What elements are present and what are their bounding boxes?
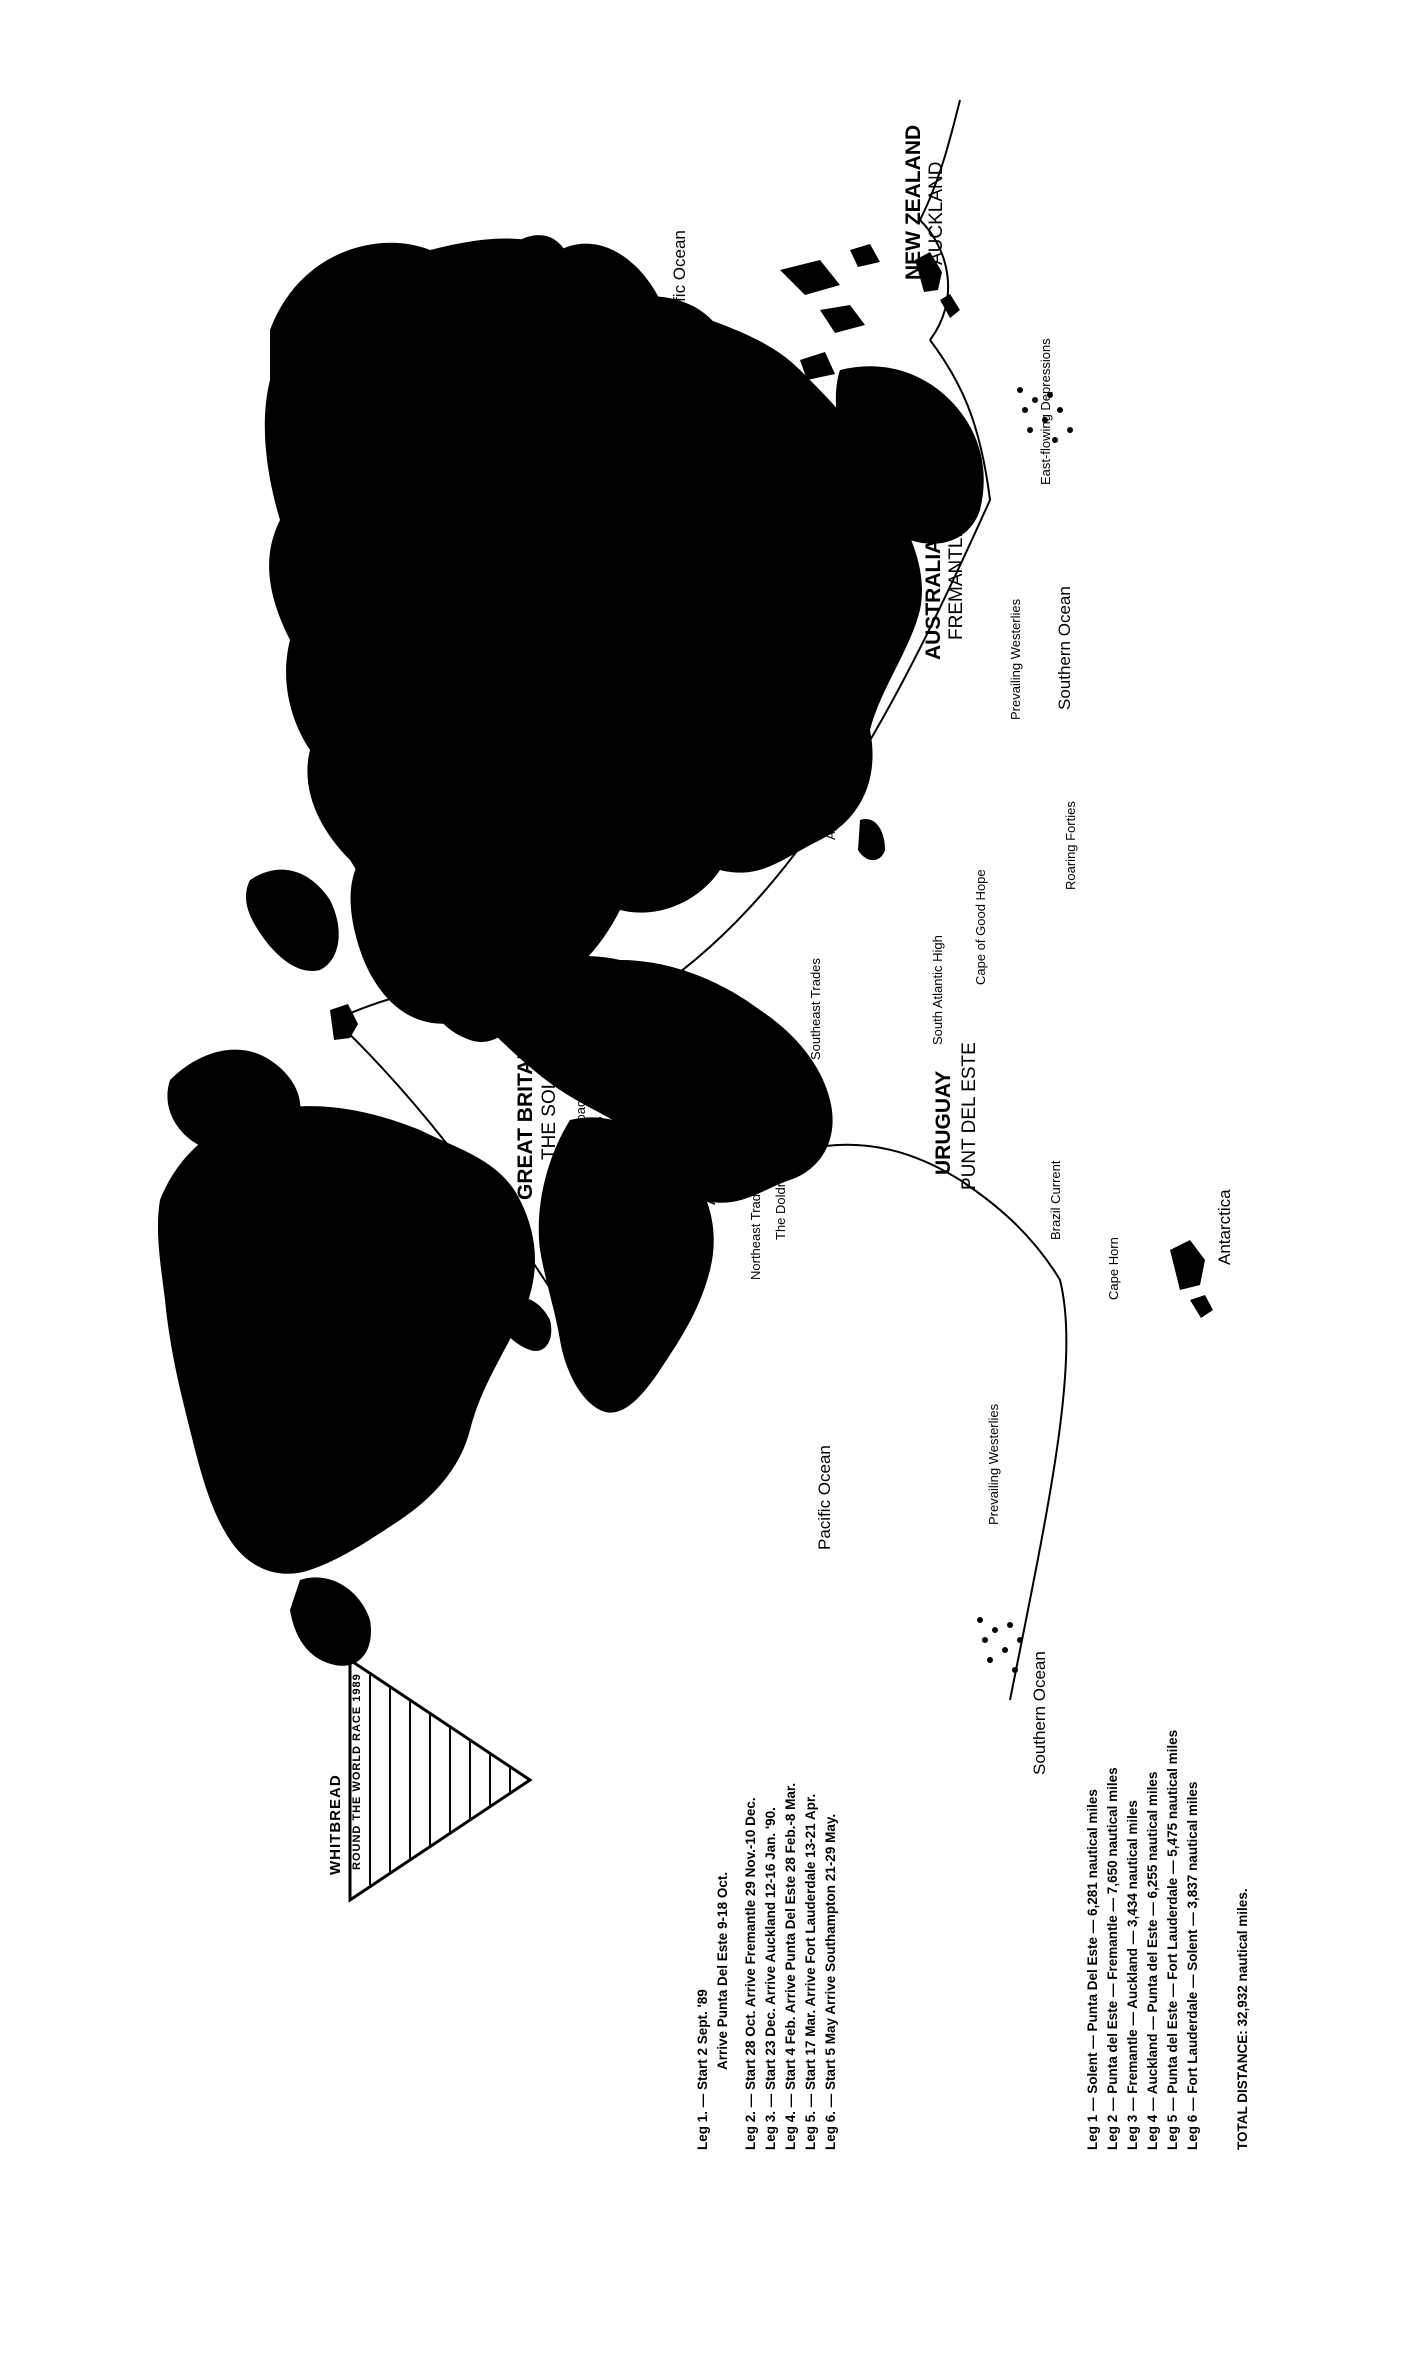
schedule-line-2: Arrive Punta Del Este 9-18 Oct. bbox=[715, 1871, 730, 2070]
total-distance: TOTAL DISTANCE: 32,932 nautical miles. bbox=[1235, 1888, 1250, 2150]
madagascar-landmass bbox=[858, 819, 885, 860]
label-australia: AUSTRALIA bbox=[922, 538, 945, 660]
label-auckland: AUCKLAND bbox=[926, 161, 947, 265]
route-leg-4 bbox=[960, 1180, 1066, 1700]
label-southeast-trades: Southeast Trades bbox=[808, 958, 823, 1060]
label-fremantle: FREMANTLE bbox=[946, 524, 967, 640]
scandinavia-landmass bbox=[246, 870, 339, 971]
label-gulf-stream: Gulf Stream bbox=[586, 1235, 601, 1305]
label-southern-ocean-left: Southern Ocean bbox=[1030, 1651, 1049, 1775]
label-new-zealand: NEW ZEALAND bbox=[902, 124, 925, 280]
distance-line-2: Leg 2 — Punta del Este — Fremantle — 7,650 nautical miles bbox=[1105, 1767, 1120, 2150]
logo-subtitle-text: ROUND THE WORLD RACE 1989 bbox=[351, 1673, 363, 1870]
distance-line-3: Leg 3 — Fremantle — Auckland — 3,434 nautical miles bbox=[1125, 1800, 1140, 2150]
indonesia-islands bbox=[780, 244, 880, 380]
landmass bbox=[158, 235, 1213, 1666]
label-the-doldrums: The Doldrums bbox=[773, 1158, 788, 1240]
label-east-flowing-depressions: East-flowing Depressions bbox=[1038, 338, 1053, 485]
label-pacific-ocean-top: Pacific Ocean bbox=[670, 230, 689, 335]
label-indian-ocean: Indian Ocean bbox=[863, 578, 882, 680]
label-antarctica: Antarctica bbox=[1215, 1189, 1234, 1265]
distance-line-1: Leg 1 — Solent — Punta Del Este — 6,281 nautical miles bbox=[1085, 1789, 1100, 2150]
schedule-line-7: Leg 6. — Start 5 May Arrive Southampton 21-29 May. bbox=[823, 1813, 838, 2150]
logo-stripes bbox=[370, 1675, 510, 1885]
label-united-states: UNITED STATES bbox=[632, 1166, 655, 1330]
label-western-approaches: Western Approaches bbox=[573, 1079, 588, 1200]
antarctica-landmass bbox=[1170, 1240, 1213, 1318]
legend-distances bbox=[1085, 1730, 1250, 2150]
logo-brand-text: WHITBREAD bbox=[327, 1774, 344, 1875]
schedule-line-6: Leg 5. — Start 17 Mar. Arrive Fort Lauderdale 13-21 Apr. bbox=[803, 1793, 818, 2150]
label-punt-del-este: PUNT DEL ESTE bbox=[959, 1042, 980, 1190]
label-northeast-trades: Northeast Trades bbox=[748, 1180, 763, 1280]
label-azores-high: Azores High bbox=[600, 1089, 615, 1160]
label-southern-ocean-right: Southern Ocean bbox=[1055, 586, 1074, 710]
label-cape-horn: Cape Horn bbox=[1106, 1237, 1121, 1300]
label-prevailing-westerlies-left: Prevailing Westerlies bbox=[986, 1403, 1001, 1525]
schedule-line-3: Leg 2. — Start 28 Oct. Arrive Fremantle 29 Nov.-10 Dec. bbox=[743, 1797, 758, 2150]
distance-line-5: Leg 5 — Punta del Este — Fort Lauderdale — 5,475 nautical miles bbox=[1165, 1729, 1180, 2150]
label-atlantic-ocean: Atlantic Ocean bbox=[700, 1094, 719, 1205]
north-america-landmass bbox=[158, 1106, 535, 1574]
label-fort-lauderdale: FORT LAUDERDALE bbox=[659, 1156, 680, 1340]
label-brazil-current: Brazil Current bbox=[1048, 1160, 1063, 1240]
label-uruguay: URUGUAY bbox=[932, 1070, 955, 1175]
label-prevailing-westerlies-right: Prevailing Westerlies bbox=[1008, 598, 1023, 720]
distance-line-4: Leg 4 — Auckland — Punta del Este — 6,255 nautical miles bbox=[1145, 1771, 1160, 2150]
greenland-landmass bbox=[167, 1050, 300, 1157]
label-great-britain: GREAT BRITAIN bbox=[514, 1038, 537, 1200]
legend-schedule bbox=[695, 1783, 838, 2150]
label-the-solent: THE SOLENT bbox=[539, 1040, 560, 1160]
label-cape-of-good-hope: Cape of Good Hope bbox=[973, 869, 988, 985]
logo-triangle bbox=[350, 1660, 530, 1900]
schedule-line-1: Leg 1. — Start 2 Sept. '89 bbox=[695, 1989, 710, 2150]
schedule-line-5: Leg 4. — Start 4 Feb. Arrive Punta Del Este 28 Feb.-8 Mar. bbox=[783, 1782, 798, 2150]
label-agulhas-current: Agulhas Current bbox=[823, 746, 838, 840]
schedule-line-4: Leg 3. — Start 23 Dec. Arrive Auckland 12-16 Jan. '90. bbox=[763, 1807, 778, 2150]
distance-line-6: Leg 6 — Fort Lauderdale — Solent — 3,837 nautical miles bbox=[1185, 1781, 1200, 2150]
label-south-atlantic-high: South Atlantic High bbox=[930, 935, 945, 1045]
label-roaring-forties: Roaring Forties bbox=[1063, 801, 1078, 890]
great-britain-landmass bbox=[330, 1004, 358, 1040]
whitbread-logo bbox=[327, 1660, 530, 1900]
alaska-landmass bbox=[290, 1577, 371, 1665]
label-pacific-ocean-bottom: Pacific Ocean bbox=[815, 1445, 834, 1550]
